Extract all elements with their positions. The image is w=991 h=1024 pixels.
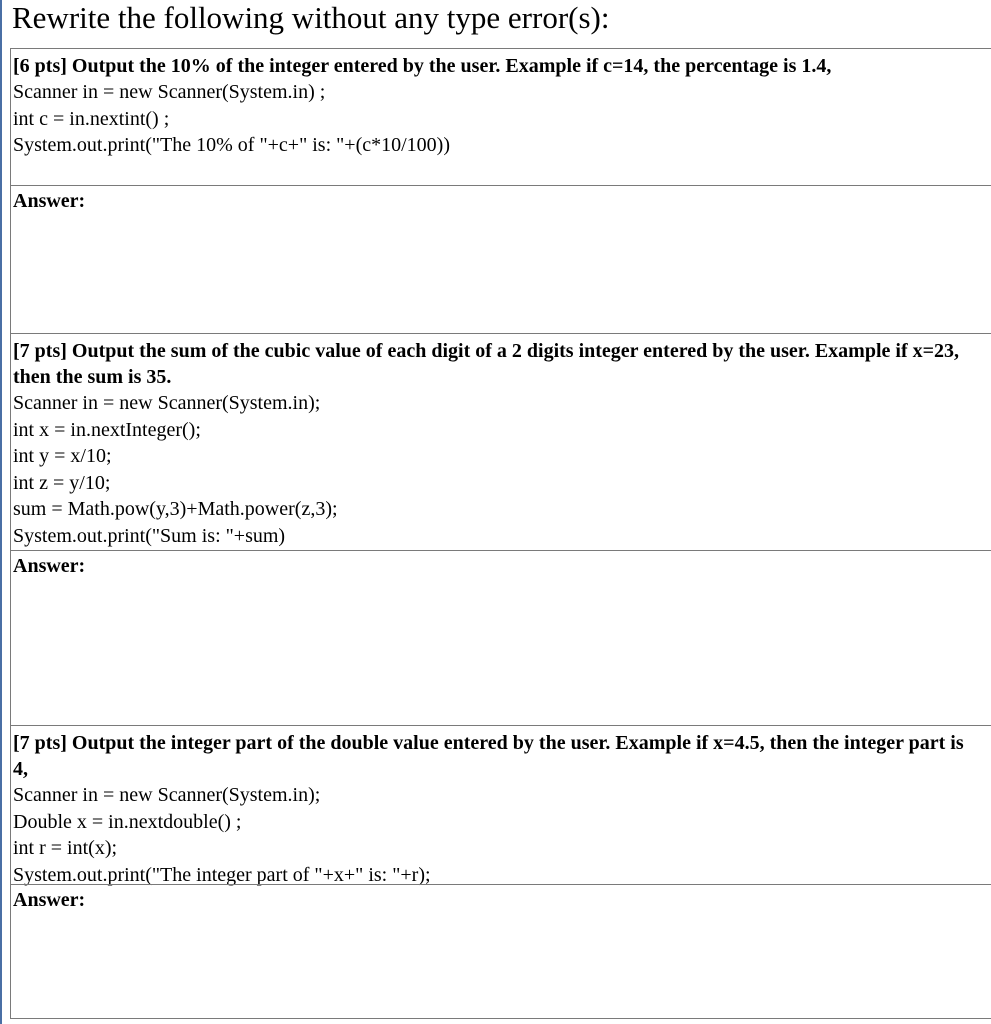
answer-2-label: Answer: [13,555,86,577]
question-2-box [10,333,991,551]
question-1-box [10,48,991,186]
code-line: Scanner in = new Scanner(System.in); [13,784,321,806]
question-3-box [10,725,991,885]
code-line: int x = in.nextInteger(); [13,418,201,441]
left-border [0,0,2,1024]
question-1-heading: [6 pts] Output the 10% of the integer entered by the user. Example if c=14, the percentage is 1.4, [13,55,832,77]
answer-3-box[interactable] [10,884,991,1019]
code-line: Double x = in.nextdouble() ; [13,810,242,833]
answer-1-label: Answer: [13,190,86,212]
page-title: Rewrite the following without any type error(s): [12,0,610,35]
question-3-heading: [7 pts] Output the integer part of the double value entered by the user. Example if x=4.5, then the integer part is 4, [13,732,964,780]
code-line: Scanner in = new Scanner(System.in); [13,392,321,414]
answer-1-box[interactable] [10,185,991,334]
code-line: System.out.print("Sum is: "+sum) [13,524,286,547]
code-line: int z = y/10; [13,471,111,494]
code-line: int r = int(x); [13,837,118,859]
code-line: Scanner in = new Scanner(System.in) ; [13,81,326,103]
question-2-heading: [7 pts] Output the sum of the cubic value of each digit of a 2 digits integer entered by the user. Example if x=23, then the sum is 35. [13,340,960,388]
code-line: System.out.print("The integer part of "+x+" is: "+r); [13,863,431,886]
answer-3-label: Answer: [13,889,86,911]
code-line: int y = x/10; [13,445,112,467]
code-line: int c = in.nextint() ; [13,107,170,130]
answer-2-box[interactable] [10,550,991,726]
code-line: sum = Math.pow(y,3)+Math.power(z,3); [13,498,338,520]
code-line: System.out.print("The 10% of "+c+" is: "+(c*10/100)) [13,134,450,156]
